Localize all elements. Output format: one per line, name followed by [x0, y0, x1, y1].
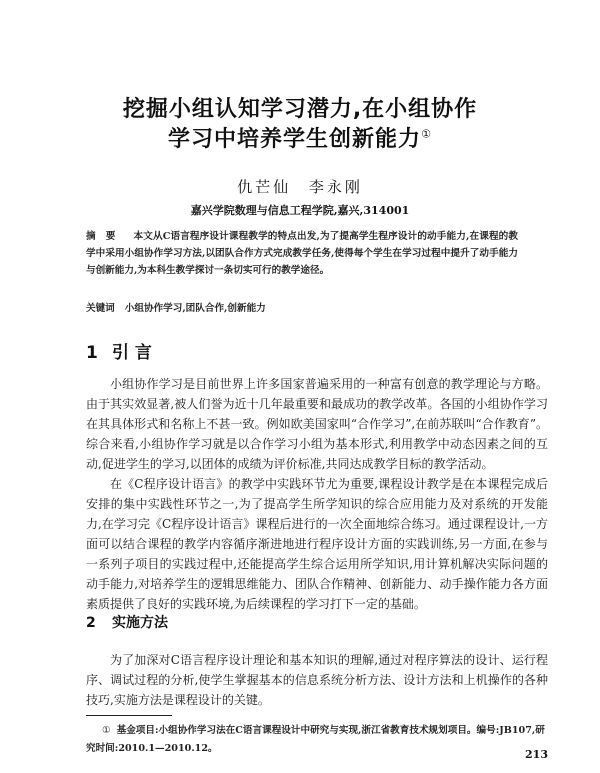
abstract-text: 本文从C语言程序设计课程教学的特点出发,为了提高学生程序设计的动手能力,在课程的教学中采用小组协作学习方法,以团队合作方式完成教学任务,使得每个学生在学习过程中提升了动手能力与创新能力,为本科生教学探讨一条切实可行的教学途径。	[86, 231, 519, 276]
footnote-text: 基金项目:小组协作学习法在C语言课程设计中研究与实现,浙江省教育技术规划项目。编号:JB107,研究时间:2010.1—2010.12。	[86, 725, 545, 754]
section-title: 实施方法	[112, 615, 168, 631]
keywords-label: 关键词	[86, 303, 115, 314]
paper-title-line-1: 挖掘小组认知学习潜力,在小组协作	[122, 97, 478, 122]
footnote-divider	[86, 715, 172, 716]
keywords	[86, 300, 518, 314]
section-title: 引 言	[112, 343, 152, 363]
paper-title-line-2: 学习中培养学生创新能力①	[168, 127, 432, 152]
section-number: 1	[86, 343, 98, 363]
affiliation: 嘉兴学院数理与信息工程学院,嘉兴,314001	[190, 204, 410, 217]
section-number: 2	[86, 615, 96, 631]
section-1-heading	[86, 338, 152, 363]
keywords-text: 小组协作学习,团队合作,创新能力	[124, 303, 266, 314]
title-footnote-mark: ①	[421, 127, 432, 141]
authors: 仇芒仙 李永刚	[237, 178, 363, 196]
section-1-paragraph-2: 在《C程序设计语言》的教学中实践环节尤为重要,课程设计教学是在本课程完成后安排的集中实践性环节之一,为了提高学生所学知识的综合应用能力及对系统的开发能力,在学习完《C程序设计语言》课程后进行的一次全面地综合练习。通过课程设计,一方面可以结合课程的教学内容循序渐进地进行程序设计方面的实践训练,另一方面,在参与一系列子项目的实践过程中,还能提高学生综合运用所学知识,用计算机解决实际问题的动手能力,对培养学生的逻辑思维能力、团队合作精神、创新能力、动手操作能力各方面素质提供了良好的实践环境,为后续课程的学习打下一定的基础。	[86, 477, 548, 611]
page-number: 213	[525, 748, 548, 761]
footnote-mark: ①	[102, 725, 111, 736]
section-1-paragraph-1: 小组协作学习是目前世界上许多国家普遍采用的一种富有创意的教学理论与方略。由于其实效显著,被人们誉为近十几年最重要和最成功的教学改革。各国的小组协作学习在其具体形式和名称上不甚一致。例如欧美国家叫“合作学习”,在前苏联叫“合作教育”。综合来看,小组协作学习就是以合作学习小组为基本形式,利用教学中动态因素之间的互动,促进学生的学习,以团体的成绩为评价标准,共同达成教学目标的教学活动。	[86, 377, 548, 471]
section-2-heading	[86, 612, 168, 632]
abstract-label: 摘要	[86, 231, 126, 242]
section-2-paragraph-1: 为了加深对C语言程序设计理论和基本知识的理解,通过对程序算法的设计、运行程序、调试过程的分析,使学生掌握基本的信息系统分析方法、设计方法和上机操作的各种技巧,实施方法是课程设计的关键。	[86, 653, 548, 707]
abstract	[86, 228, 518, 279]
